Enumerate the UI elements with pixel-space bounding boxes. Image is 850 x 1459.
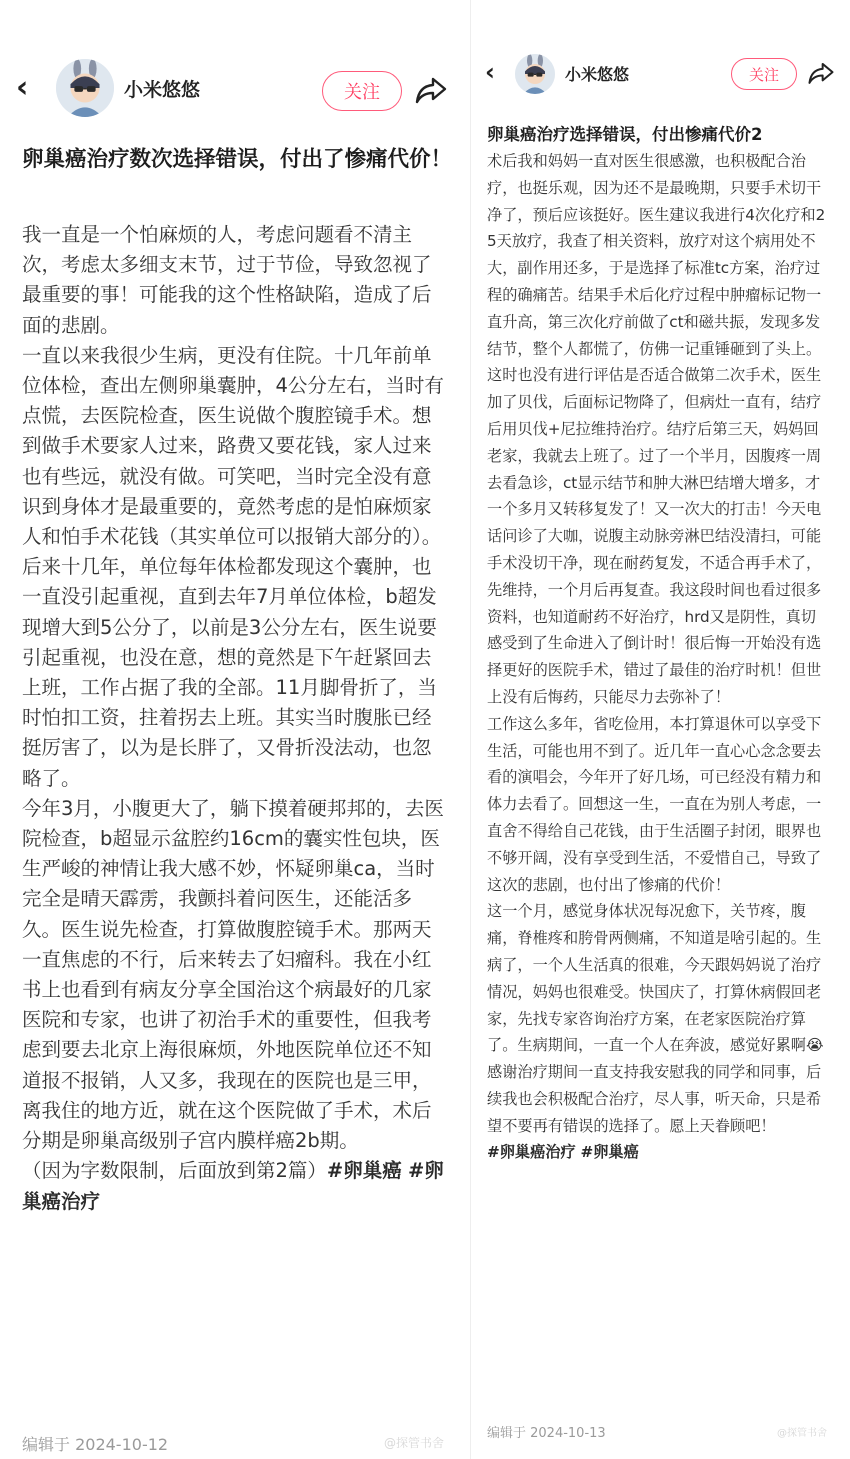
- hashtag-link[interactable]: #卵巢癌治疗: [22, 1159, 444, 1213]
- back-button[interactable]: [16, 70, 29, 105]
- avatar[interactable]: [56, 59, 114, 117]
- paragraph: 感谢治疗期间一直支持我安慰我的同学和同事，后续我也会积极配合治疗，尽人事，听天命，只是希望不要再有错误的选择了。愿上天眷顾吧！: [487, 1063, 822, 1135]
- follow-button[interactable]: 关注: [731, 58, 797, 90]
- back-button[interactable]: [485, 60, 495, 84]
- chevron-left-icon: ‹: [485, 58, 495, 86]
- avatar[interactable]: [515, 54, 555, 94]
- post-body: [22, 220, 447, 1217]
- paragraph: 工作这么多年，省吃俭用，本打算退休可以享受下生活，可能也用不到了。近几年一直心心念念要去看的演唱会，今年开了好几场，可已经没有精力和体力去看了。回想这一生，一直在为别人考虑，一直舍不得给自己花钱，由于生活圈子封闭，眼界也不够开阔，没有享受到生活，不爱惜自己，导致了这次的悲剧，也付出了惨痛的代价！: [487, 714, 822, 894]
- watermark: @探管书舍: [777, 1428, 827, 1439]
- hashtag-link[interactable]: #卵巢癌: [580, 1143, 639, 1162]
- paragraph: 这一个月，感觉身体状况每况愈下，关节疼，腹痛，脊椎疼和胯骨两侧痛，不知道是啥引起的。生病了，一个人生活真的很难，今天跟妈妈说了治疗情况，妈妈也很难受。快国庆了，打算休病假回老家，先找专家咨询治疗方案，在老家医院治疗算了。生病期间，一直一个人在奔波，感觉好累啊😭: [487, 902, 824, 1055]
- username[interactable]: 小米悠悠: [565, 65, 630, 84]
- chevron-left-icon: ‹: [16, 70, 29, 105]
- user-avatar-icon: [515, 54, 555, 94]
- follow-button[interactable]: 关注: [322, 71, 402, 111]
- post-body: [487, 148, 827, 1166]
- share-button[interactable]: [414, 75, 448, 105]
- paragraph: [22, 1156, 447, 1216]
- post-header: [0, 55, 462, 125]
- edit-date: 编辑于 2024-10-12: [22, 1435, 169, 1454]
- share-button[interactable]: [807, 60, 835, 86]
- paragraph: 一直以来我很少生病，更没有住院。十几年前单位体检，查出左侧卵巢囊肿，4公分左右，当时有点慌，去医院检查，医生说做个腹腔镜手术。想到做手术要家人过来，路费又要花钱，家人过来也有些远，就没有做。可笑吧，当时完全没有意识到身体才是最重要的，竟然考虑的是怕麻烦家人和怕手术花钱（其实单位可以报销大部分的）。后来十几年，单位每年体检都发现这个囊肿，也一直没引起重视，直到去年7月单位体检，b超发现增大到5公分了，以前是3公分左右，医生说要引起重视，也没在意，想的竟然是下午赶紧回去上班，工作占据了我的全部。11月脚骨折了，当时怕扣工资，拄着拐去上班。其实当时腹胀已经挺厉害了，以为是长胖了，又骨折没法动，也忽略了。: [22, 343, 444, 790]
- username[interactable]: 小米悠悠: [124, 79, 201, 101]
- post-header: [471, 48, 850, 100]
- paragraph: 术后我和妈妈一直对医生很感激，也积极配合治疗，也挺乐观，因为还不是最晚期，只要手术切干净了，预后应该挺好。医生建议我进行4次化疗和25天放疗，我查了相关资料，放疗对这个病用处不大，副作用还多，于是选择了标准tc方案，治疗过程的确痛苦。结果手术后化疗过程中肿瘤标记物一直升高，第三次化疗前做了ct和磁共振，发现多发结节，整个人都慌了，仿佛一记重锤砸到了头上。这时也没有进行评估是否适合做第二次手术，医生加了贝伐，后面标记物降了，但病灶一直有，结疗后用贝伐+尼拉维持治疗。结疗后第三天，妈妈回老家，我就去上班了。过了一个半月，因腹疼一周去看急诊，ct显示结节和肿大淋巴结增大增多，才一个多月又转移复发了！又一次大的打击！今天电话问诊了大咖，说腹主动脉旁淋巴结没清扫，可能手术没切干净，现在耐药复发，不适合再手术了，先维持，一个月后再复查。我这段时间也看过很多资料，也知道耐药不好治疗，hrd又是阴性，真切感受到了生命进入了倒计时！很后悔一开始没有选择更好的医院手术，错过了最佳的治疗时机！但世上没有后悔药，只能尽力去弥补了！: [487, 152, 826, 706]
- paragraph: [487, 1139, 827, 1166]
- right-post-screenshot: [470, 0, 850, 1459]
- paragraph: 今年3月，小腹更大了，躺下摸着硬邦邦的，去医院检查，b超显示盆腔约16cm的囊实性包块，医生严峻的神情让我大感不妙，怀疑卵巢ca，当时完全是晴天霹雳，我颤抖着问医生，还能活多久。医生说先检查，打算做腹腔镜手术。那两天一直焦虑的不行，后来转去了妇瘤科。我在小红书上也看到有病友分享全国治这个病最好的几家医院和专家，也讲了初治手术的重要性，但我考虑到要去北京上海很麻烦，外地医院单位还不知道报不报销，人又多，我现在的医院也是三甲，离我住的地方近，就在这个医院做了手术，术后分期是卵巢高级别子宫内膜样癌2b期。: [22, 796, 444, 1153]
- hashtag-link[interactable]: #卵巢癌: [326, 1159, 402, 1183]
- watermark: @探管书舍: [384, 1436, 445, 1450]
- share-icon: [807, 60, 835, 86]
- share-icon: [414, 75, 448, 105]
- post-title: 卵巢癌治疗数次选择错误，付出了惨痛代价！: [22, 147, 453, 172]
- user-avatar-icon: [56, 59, 114, 117]
- post-title: 卵巢癌治疗选择错误，付出惨痛代价2: [487, 125, 763, 144]
- paragraph: 我一直是一个怕麻烦的人，考虑问题看不清主次，考虑太多细支末节，过于节俭，导致忽视了最重要的事！可能我的这个性格缺陷，造成了后面的悲剧。: [22, 223, 432, 337]
- hashtag-link[interactable]: #卵巢癌治疗: [487, 1143, 576, 1162]
- edit-date: 编辑于 2024-10-13: [487, 1426, 606, 1441]
- note-text: （因为字数限制，后面放到第2篇）: [22, 1159, 327, 1183]
